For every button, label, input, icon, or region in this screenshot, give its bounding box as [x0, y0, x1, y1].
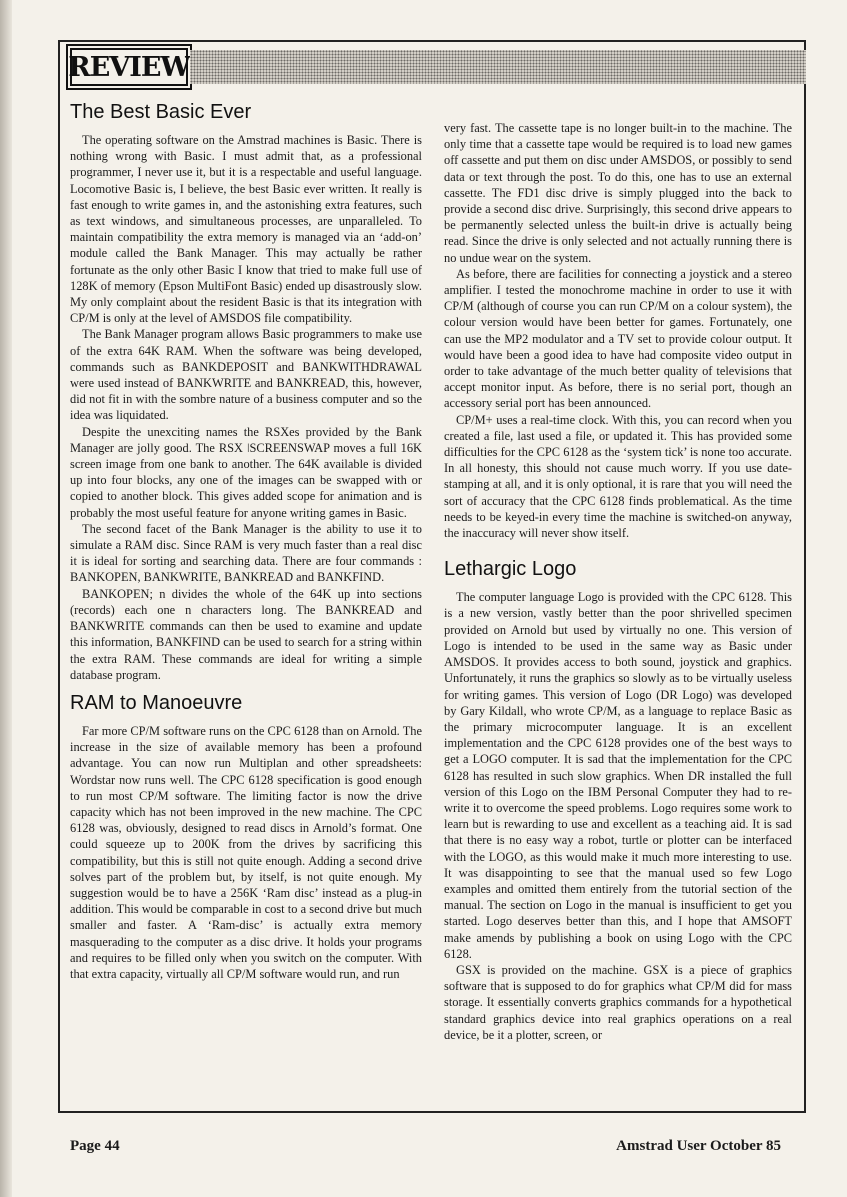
paragraph: The Bank Manager program allows Basic programmers to make use of the extra 64K RAM. When the software was being developed, commands such as BANKDEPOSIT and BANKWITHDRAWAL were used instead of BANKWRITE and BANKREAD, this, however, did not fit in with the sombre nature of a business computer and so the idea was liquidated.: [70, 327, 422, 423]
paragraph: Despite the unexciting names the RSXes provided by the Bank Manager are jolly good. The RSX ǀSCREENSWAP moves a full 16K screen image from one bank to another. The 64K available is divided up into four blocks, any one of the images can be swapped with or copied to another block. This gives added scope for animation and is probably the most useful feature for anyone writing games in Basic.: [70, 424, 422, 520]
paragraph: CP/M+ uses a real-time clock. With this, you can record when you created a file, last used a file, or updated it. This has provided some difficulties for the CPC 6128 as the ‘system tick’ is none too accurate. In all honesty, this should not cause much worry. If you use date-stamping at all, and it is only optional, it is rare that you will need the sort of accuracy that the CPC 6128 finds problematical. As the time needs to be keyed-in every time the machine is switched-on anyway, the inaccuracy will never show itself.: [444, 412, 792, 541]
left-column: [70, 100, 422, 982]
page-binding-shadow: [0, 0, 12, 1197]
paragraph: Far more CP/M software runs on the CPC 6128 than on Arnold. The increase in the size of available memory has been a profound advantage. You can now run Multiplan and other spreadsheets: Wordstar now runs well. The CPC 6128 specification is good enough to run most CP/M software. The limiting factor is now the drive capacity which has not been improved in the new machine. The CPC 6128 was, obviously, designed to read discs in Arnold’s format. One could squeeze up to 200K from the drives by sacrificing this compatibility, but this is still not quite enough. Adding a second drive solves part of the problem but, by itself, is not quite enough. My suggestion would be to have a 256K ‘Ram disc’ instead as a plug-in addition. This would be comparable in cost to a second drive but much smaller and faster. A ‘Ram-disc’ is actually extra memory masquerading to the computer as a disc drive. It holds your programs and requires to be filled only when you switch on the computer. With that extra capacity, virtually all CP/M software would run, and run: [70, 723, 422, 981]
right-column: [444, 120, 792, 1043]
paragraph: very fast. The cassette tape is no longer built-in to the machine. The only time that a cassette tape would be required is to load new games off cassette and put them on disc under AMSDOS, or possibly to send data or text through the post. To do this, one has to use an external cassette. The FD1 disc drive is simply plugged into the back to provide a second disc drive. Surprisingly, this second drive appears to be permanently selected unless the built-in drive is actually being read. Since the drive is only selected and not actually running there is no undue wear on the system.: [444, 121, 792, 265]
paragraph: The second facet of the Bank Manager is the ability to use it to simulate a RAM disc. Since RAM is very much faster than a real disc it is ideal for sorting and searching data. There are four commands : BANKOPEN, BANKWRITE, BANKREAD and BANKFIND.: [70, 521, 422, 585]
paragraph: BANKOPEN; n divides the whole of the 64K up into sections (records) each one n characters long. The BANKREAD and BANKWRITE commands can then be used to examine and update this information, BANKFIND can be used to search for a string within the extra RAM. These commands are ideal for writing a simple database program.: [70, 586, 422, 682]
page-number: Page 44: [70, 1138, 120, 1154]
header-halftone-bar: [190, 50, 806, 84]
review-label: REVIEW: [70, 48, 188, 86]
publication-footer: Amstrad User October 85: [616, 1138, 781, 1154]
section-header: [64, 46, 806, 90]
heading-lethargic-logo: Lethargic Logo: [444, 558, 577, 581]
heading-best-basic-ever: The Best Basic Ever: [70, 101, 252, 123]
heading-ram-to-manoeuvre: RAM to Manoeuvre: [70, 691, 243, 714]
paragraph: As before, there are facilities for connecting a joystick and a stereo amplifier. I tested the monochrome machine in order to use it with CP/M (although of course you can run CP/M on a colour system), the colour version would have been better for games. Fortunately, one can use the MP2 modulator and a TV set to provide colour output. It would have been a good idea to have had composite video output in order to take advantage of the much better quality of televisions that accept monitor input. As before, there is no serial port, though an accessory serial port has been announced.: [444, 266, 792, 411]
paragraph: GSX is provided on the machine. GSX is a piece of graphics software that is supposed to do for graphics what CP/M did for mass storage. It essentially converts graphics commands for a hypothetical standard graphics device into real graphics operations on a real device, be it a plotter, screen, or: [444, 962, 792, 1042]
paragraph: The computer language Logo is provided with the CPC 6128. This is a new version, vastly better than the poor shrivelled specimen provided on Arnold but used by virtually no one. This version of Logo is intended to be used in the same way as Basic under AMSDOS. It provides access to both sound, joystick and graphics. Unfortunately, it runs the graphics so slowly as to be virtually useless for writing games. This version of Logo (DR Logo) was developed by Gary Kildall, who wrote CP/M, as a language to replace Basic as the primary microcomputer language. It is an excellent implementation and the CPC 6128 provides one of the best ways to get a LOGO computer. It is sad that the implementation for the CPC 6128 has resulted in such slow graphics. When DR installed the full version of this Logo on the IBM Personal Computer they had to re-write it to overcome the speed problems. Logo requires some work to learn but is rewarding to use and excellent as a teaching aid. It is sad that there is no easy way a robot, turtle or plotter can be interfaced with the LOGO, as this would make it much more interesting to use. It was disappointing to see that the manual used so few Logo examples and omitted them entirely from the tutorial section of the manual. The section on Logo in the manual is insufficient to get you started. Logo deserves better than this, and I hope that AMSOFT make amends by publishing a book on using Logo with the CPC 6128.: [444, 590, 792, 961]
paragraph: The operating software on the Amstrad machines is Basic. There is nothing wrong with Basic. I must admit that, as a professional programmer, I never use it, but it is a respectable and useful language. Locomotive Basic is, I believe, the best Basic ever written. It really is fast enough to write games in, and the astonishing extra features, such as text windows, and simultaneous processes, are unparalleled. To maintain compatibility the extra memory is managed via an ‘add-on’ module called the Bank Manager. This may actually be rather fortunate as the only other Basic I know that tried to make full use of 128K of memory (Epson MultiFont Basic) ended up disastrously slow. My only complaint about the resident Basic is that its integration with CP/M is only at the level of AMSDOS file compatibility.: [70, 133, 422, 326]
